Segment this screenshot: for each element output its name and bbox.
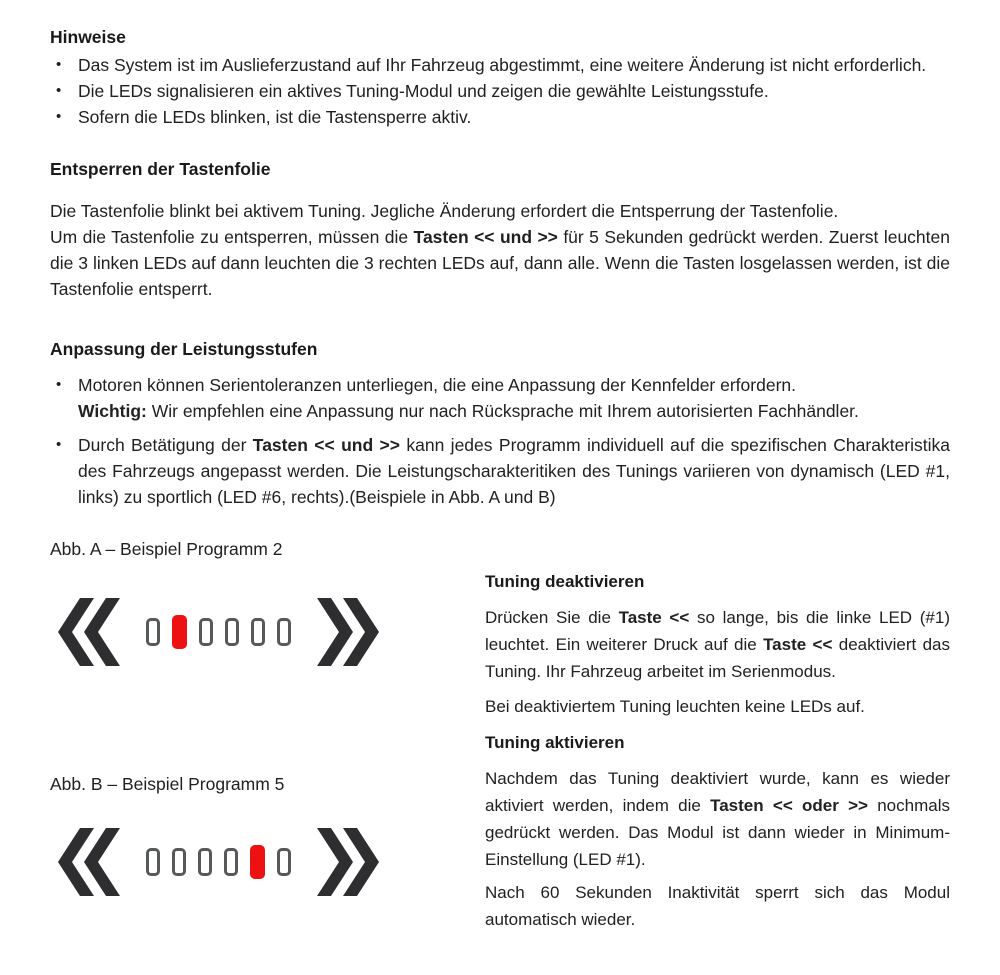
anpassung-item1-line2: Wichtig: Wir empfehlen eine Anpassung nur nach Rücksprache mit Ihrem autorisierten Fachhändler.: [78, 401, 859, 421]
chevron-right-double-icon: [317, 828, 379, 896]
led-3-inactive: [198, 848, 212, 876]
figure-a-caption: Abb. A – Beispiel Programm 2: [50, 539, 283, 559]
led-6-inactive: [277, 618, 291, 646]
figures-column: [50, 536, 485, 933]
led-5-inactive: [251, 618, 265, 646]
led-4-inactive: [225, 618, 239, 646]
chevron-left-double-icon: [58, 828, 120, 896]
tuning-deaktivieren-paragraph-1: Drücken Sie die Taste << so lange, bis die linke LED (#1) leuchtet. Ein weiterer Druck auf die Taste << deaktiviert das Tuning. Ihr Fahrzeug arbeitet im Serienmodus.: [485, 608, 950, 681]
led-5-active: [250, 845, 265, 879]
led-6-inactive: [277, 848, 291, 876]
tuning-aktivieren-paragraph-1: Nachdem das Tuning deaktiviert wurde, kann es wieder aktiviert werden, indem die Tasten << oder >> nochmals gedrückt werden. Das Modul ist dann wieder in Minimum-Einstellung (LED #1).: [485, 769, 950, 869]
led-4-inactive: [224, 848, 238, 876]
led-display-b: [58, 828, 485, 896]
led-row-b: [146, 845, 291, 879]
section-title-tuning-aktivieren: Tuning aktivieren: [485, 733, 625, 752]
section-title-entsperren: Entsperren der Tastenfolie: [50, 159, 271, 179]
chevron-left-double-icon: [58, 598, 120, 666]
figures-and-instructions: [50, 536, 950, 933]
figure-b-caption: Abb. B – Beispiel Programm 5: [50, 774, 285, 794]
anpassung-item1-line1: • Motoren können Serientoleranzen unterliegen, die eine Anpassung der Kennfelder erfordern.: [78, 375, 796, 395]
section-title-hinweise: Hinweise: [50, 27, 126, 47]
list-item-hinweis-2: • Die LEDs signalisieren ein aktives Tuning-Modul und zeigen die gewählte Leistungsstufe.: [50, 78, 950, 104]
led-display-a: [58, 598, 485, 666]
entsperren-paragraph-2: Um die Tastenfolie zu entsperren, müssen die Tasten << und >> für 5 Sekunden gedrückt werden. Zuerst leuchten die 3 linken LEDs auf dann leuchten die 3 rechten LEDs auf, dann alle. Wenn die Tasten losgelassen werden, ist die Tastenfolie entsperrt.: [50, 227, 950, 299]
instructions-column: [485, 536, 950, 933]
hinweise-list: [50, 52, 950, 130]
tuning-deaktivieren-paragraph-2: Bei deaktiviertem Tuning leuchten keine LEDs auf.: [485, 697, 865, 716]
tuning-aktivieren-paragraph-2: Nach 60 Sekunden Inaktivität sperrt sich das Modul automatisch wieder.: [485, 883, 950, 929]
list-item-hinweis-1: • Das System ist im Auslieferzustand auf Ihr Fahrzeug abgestimmt, eine weitere Änderung ist nicht erforderlich.: [50, 52, 950, 78]
list-item-hinweis-3: • Sofern die LEDs blinken, ist die Tastensperre aktiv.: [50, 104, 950, 130]
list-item-anpassung-2: • Durch Betätigung der Tasten << und >> kann jedes Programm individuell auf die spezifischen Charakteristika des Fahrzeugs angepasst werden. Die Leistungscharakteritiken des Tunings variieren von dynamisch (LED #1, links) zu sportlich (LED #6, rechts).(Beispiele in Abb. A und B): [50, 432, 950, 510]
led-1-inactive: [146, 618, 160, 646]
chevron-right-double-icon: [317, 598, 379, 666]
section-title-tuning-deaktivieren: Tuning deaktivieren: [485, 572, 645, 591]
led-1-inactive: [146, 848, 160, 876]
led-2-inactive: [172, 848, 186, 876]
section-title-anpassung: Anpassung der Leistungsstufen: [50, 339, 318, 359]
anpassung-list: [50, 372, 950, 510]
entsperren-paragraph-1: Die Tastenfolie blinkt bei aktivem Tuning. Jegliche Änderung erfordert die Entsperrung der Tastenfolie.: [50, 201, 839, 221]
led-3-inactive: [199, 618, 213, 646]
led-2-active: [172, 615, 187, 649]
list-item-anpassung-1: [50, 372, 950, 424]
led-row-a: [146, 615, 291, 649]
